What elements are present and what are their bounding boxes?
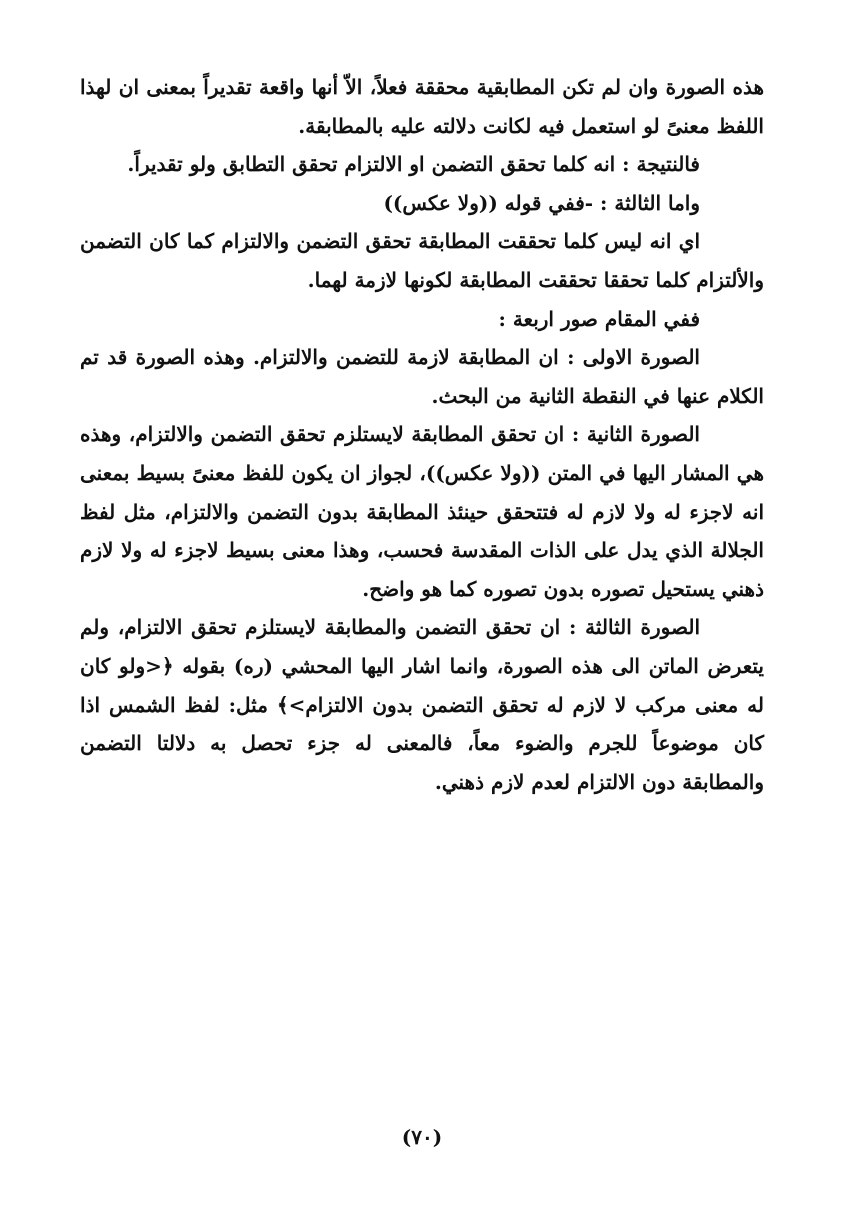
paragraph-3: واما الثالثة : -ففي قوله ((ولا عكس)) [383,190,700,215]
body-text [80,68,764,801]
paragraph-1: هذه الصورة وان لم تكن المطابقية محققة فعلاً، الاّ أنها واقعة تقديراً بمعنى ان لهذا اللفظ معنىً لو استعمل فيه لكانت دلالته عليه بالمطابقة. [80,75,764,138]
paragraph-6: الصورة الاولى : ان المطابقة لازمة للتضمن والالتزام. وهذه الصورة قد تم الكلام عنها في النقطة الثانية من البحث. [80,345,764,408]
paragraph-5: ففي المقام صور اربعة : [498,306,700,331]
paragraph-4: اي انه ليس كلما تحققت المطابقة تحقق التضمن والالتزام كما كان التضمن والألتزام كلما تحققا تحققت المطابقة لكونها لازمة لهما. [80,229,764,292]
page-number: (٧٠) [401,1125,443,1149]
paragraph-2: فالنتيجة : انه كلما تحقق التضمن او الالتزام تحقق التطابق ولو تقديراً. [127,152,700,177]
paragraph-8: الصورة الثالثة : ان تحقق التضمن والمطابقة لايستلزم تحقق الالتزام، ولم يتعرض الماتن الى هذه الصورة، وانما اشار اليها المحشي (ره) بقوله ﴿<ولو كان له معنى مركب لا لازم له تحقق التضمن بدون الالتزام>﴾ مثل: لفظ الشمس اذا كان موضوعاً للجرم والضوء معاً، فالمعنى له جزء تحصل به دلالتا التضمن والمطابقة دون الالتزام لعدم لازم ذهني. [80,615,764,794]
paragraph-7: الصورة الثانية : ان تحقق المطابقة لايستلزم تحقق التضمن والالتزام، وهذه هي المشار اليها في المتن ((ولا عكس))، لجواز ان يكون للفظ معنىً بسيط بمعنى انه لاجزء له ولا لازم له فتتحقق حينئذ المطابقة بدون التضمن والالتزام، مثل لفظ الجلالة الذي يدل على الذات المقدسة فحسب، وهذا معنى بسيط لاجزء له ولا لازم ذهني يستحيل تصوره بدون تصوره كما هو واضح. [80,422,764,601]
